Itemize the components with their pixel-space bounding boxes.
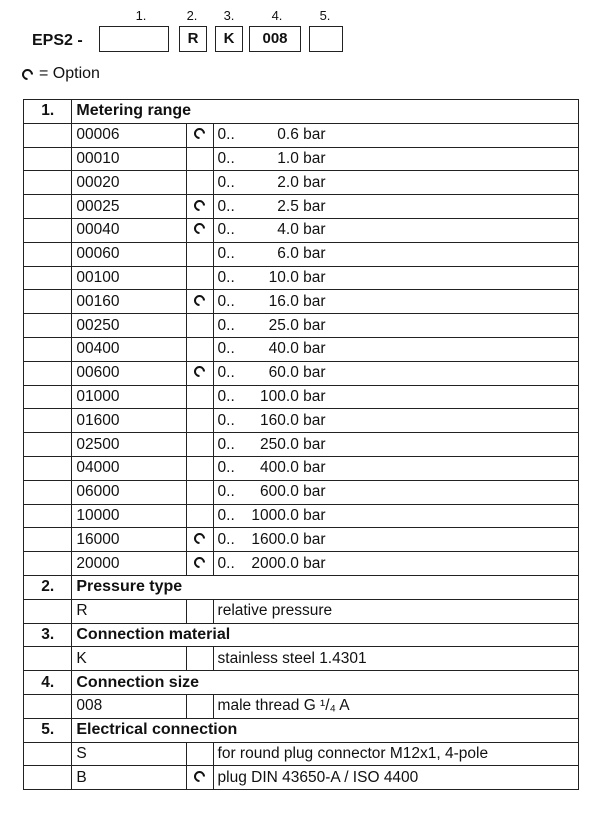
range-cell [213, 552, 578, 576]
range-from: 0.. [217, 364, 235, 382]
option-marker-cell [187, 290, 213, 314]
option-marker-cell [187, 694, 213, 718]
table-row [24, 433, 579, 457]
option-code: 20000 [72, 552, 187, 576]
table-row [24, 314, 579, 338]
table-row [24, 361, 579, 385]
option-marker-cell [187, 195, 213, 219]
section-number: 2. [24, 575, 72, 599]
range-from: 0.. [217, 411, 235, 429]
option-code: 00006 [72, 123, 187, 147]
option-marker-cell [187, 171, 213, 195]
range-from: 0.. [217, 340, 235, 358]
table-row [24, 171, 579, 195]
position-number-1: 1. [135, 8, 147, 23]
section-header-row [24, 100, 579, 124]
option-circle-icon [192, 364, 208, 380]
range-cell [213, 266, 578, 290]
range-from: 0.. [217, 554, 235, 572]
code-box-4: 008 [249, 26, 301, 52]
option-code: S [72, 742, 187, 766]
empty-cell [24, 361, 72, 385]
range-to: 100.0 bar [260, 387, 326, 405]
table-row [24, 480, 579, 504]
option-code: 00100 [72, 266, 187, 290]
empty-cell [24, 552, 72, 576]
range-to: 250.0 bar [260, 435, 326, 453]
section-number: 3. [24, 623, 72, 647]
section-number: 4. [24, 671, 72, 695]
position-number-4: 4. [271, 8, 283, 23]
empty-cell [24, 456, 72, 480]
option-marker-cell [187, 337, 213, 361]
table-row [24, 147, 579, 171]
range-cell [213, 361, 578, 385]
range-from: 0.. [217, 506, 235, 524]
table-row [24, 409, 579, 433]
code-box-2: R [179, 26, 207, 52]
empty-cell [24, 599, 72, 623]
range-cell [213, 242, 578, 266]
table-row [24, 385, 579, 409]
option-code: 01600 [72, 409, 187, 433]
empty-cell [24, 123, 72, 147]
section-header-row [24, 623, 579, 647]
range-to: 600.0 bar [260, 483, 326, 501]
option-marker-cell [187, 218, 213, 242]
option-code: 00010 [72, 147, 187, 171]
position-number-3: 3. [223, 8, 235, 23]
option-marker-cell [187, 361, 213, 385]
range-from: 0.. [217, 197, 235, 215]
code-box-5 [309, 26, 343, 52]
empty-cell [24, 647, 72, 671]
empty-cell [24, 694, 72, 718]
range-to: 400.0 bar [260, 459, 326, 477]
range-to: 1600.0 bar [251, 530, 326, 548]
option-circle-icon [192, 554, 208, 570]
option-marker-cell [187, 599, 213, 623]
table-row [24, 528, 579, 552]
option-code: B [72, 766, 187, 790]
code-box-1 [99, 26, 169, 52]
table-row [24, 242, 579, 266]
table-row [24, 218, 579, 242]
range-to: 40.0 bar [268, 340, 326, 358]
option-marker-cell [187, 504, 213, 528]
model-prefix: EPS2 - [32, 32, 83, 49]
table-row [24, 337, 579, 361]
option-description: stainless steel 1.4301 [213, 647, 578, 671]
section-number: 1. [24, 100, 72, 124]
option-marker-cell [187, 123, 213, 147]
range-cell [213, 171, 578, 195]
empty-cell [24, 290, 72, 314]
range-from: 0.. [217, 316, 235, 334]
option-code: K [72, 647, 187, 671]
option-marker-cell [187, 766, 213, 790]
option-code: 06000 [72, 480, 187, 504]
empty-cell [24, 266, 72, 290]
option-marker-cell [187, 480, 213, 504]
table-row [24, 647, 579, 671]
option-marker-cell [187, 385, 213, 409]
option-circle-icon [192, 530, 208, 546]
option-description: relative pressure [213, 599, 578, 623]
option-code: 008 [72, 694, 187, 718]
option-marker-cell [187, 552, 213, 576]
empty-cell [24, 171, 72, 195]
option-code: 00060 [72, 242, 187, 266]
range-cell [213, 480, 578, 504]
range-cell [213, 218, 578, 242]
empty-cell [24, 409, 72, 433]
option-description: plug DIN 43650-A / ISO 4400 [213, 766, 578, 790]
range-from: 0.. [217, 483, 235, 501]
section-header-row [24, 671, 579, 695]
position-number-2: 2. [186, 8, 198, 23]
option-marker-cell [187, 409, 213, 433]
empty-cell [24, 528, 72, 552]
option-code: 04000 [72, 456, 187, 480]
option-marker-cell [187, 266, 213, 290]
range-from: 0.. [217, 268, 235, 286]
empty-cell [24, 504, 72, 528]
range-cell [213, 385, 578, 409]
empty-cell [24, 433, 72, 457]
range-to: 2.0 bar [277, 173, 326, 191]
table-row [24, 266, 579, 290]
section-title: Connection material [72, 623, 579, 647]
table-row [24, 290, 579, 314]
position-number-5: 5. [319, 8, 331, 23]
option-description: male thread G ¹/₄ A [213, 694, 578, 718]
table-row [24, 195, 579, 219]
table-row [24, 552, 579, 576]
option-code: 00160 [72, 290, 187, 314]
empty-cell [24, 195, 72, 219]
section-number: 5. [24, 718, 72, 742]
section-header-row [24, 575, 579, 599]
range-cell [213, 504, 578, 528]
option-marker-cell [187, 647, 213, 671]
empty-cell [24, 147, 72, 171]
option-marker-cell [187, 242, 213, 266]
range-from: 0.. [217, 435, 235, 453]
option-code: 00400 [72, 337, 187, 361]
option-circle-icon [20, 66, 36, 82]
option-code: 10000 [72, 504, 187, 528]
empty-cell [24, 742, 72, 766]
option-marker-cell [187, 314, 213, 338]
order-code-header [0, 0, 600, 92]
range-from: 0.. [217, 221, 235, 239]
option-code: 00025 [72, 195, 187, 219]
range-to: 2.5 bar [277, 197, 326, 215]
range-cell [213, 337, 578, 361]
option-code: 16000 [72, 528, 187, 552]
range-cell [213, 456, 578, 480]
range-from: 0.. [217, 292, 235, 310]
section-title: Metering range [72, 100, 579, 124]
empty-cell [24, 314, 72, 338]
range-cell [213, 409, 578, 433]
code-box-3: K [215, 26, 243, 52]
option-circle-icon [192, 126, 208, 142]
range-to: 6.0 bar [277, 245, 326, 263]
option-circle-icon [192, 221, 208, 237]
range-from: 0.. [217, 173, 235, 191]
option-circle-icon [192, 197, 208, 213]
range-to: 4.0 bar [277, 221, 326, 239]
empty-cell [24, 242, 72, 266]
specification-table [23, 99, 579, 790]
option-marker-cell [187, 433, 213, 457]
table-row [24, 742, 579, 766]
range-to: 1.0 bar [277, 149, 326, 167]
option-marker-cell [187, 147, 213, 171]
range-to: 16.0 bar [268, 292, 326, 310]
range-from: 0.. [217, 530, 235, 548]
section-title: Pressure type [72, 575, 579, 599]
option-legend-text: = Option [39, 65, 100, 82]
empty-cell [24, 337, 72, 361]
range-to: 10.0 bar [268, 268, 326, 286]
range-to: 60.0 bar [268, 364, 326, 382]
range-from: 0.. [217, 387, 235, 405]
option-marker-cell [187, 528, 213, 552]
section-title: Connection size [72, 671, 579, 695]
option-code: 02500 [72, 433, 187, 457]
range-to: 2000.0 bar [251, 554, 326, 572]
range-cell [213, 123, 578, 147]
section-title: Electrical connection [72, 718, 579, 742]
range-to: 1000.0 bar [251, 506, 326, 524]
range-from: 0.. [217, 245, 235, 263]
range-from: 0.. [217, 149, 235, 167]
section-header-row [24, 718, 579, 742]
range-cell [213, 290, 578, 314]
table-row [24, 599, 579, 623]
range-from: 0.. [217, 459, 235, 477]
option-circle-icon [192, 768, 208, 784]
range-to: 0.6 bar [277, 126, 326, 144]
range-cell [213, 314, 578, 338]
table-row [24, 456, 579, 480]
option-marker-cell [187, 742, 213, 766]
range-to: 160.0 bar [260, 411, 326, 429]
option-code: 00250 [72, 314, 187, 338]
option-code: R [72, 599, 187, 623]
range-cell [213, 528, 578, 552]
option-marker-cell [187, 456, 213, 480]
empty-cell [24, 480, 72, 504]
range-cell [213, 433, 578, 457]
range-to: 25.0 bar [268, 316, 326, 334]
table-row [24, 766, 579, 790]
range-cell [213, 195, 578, 219]
option-description: for round plug connector M12x1, 4-pole [213, 742, 578, 766]
range-cell [213, 147, 578, 171]
option-legend [22, 65, 100, 83]
option-code: 00020 [72, 171, 187, 195]
empty-cell [24, 385, 72, 409]
empty-cell [24, 766, 72, 790]
option-circle-icon [192, 292, 208, 308]
empty-cell [24, 218, 72, 242]
option-code: 00600 [72, 361, 187, 385]
table-row [24, 123, 579, 147]
option-code: 01000 [72, 385, 187, 409]
table-row [24, 504, 579, 528]
range-from: 0.. [217, 126, 235, 144]
table-row [24, 694, 579, 718]
option-code: 00040 [72, 218, 187, 242]
